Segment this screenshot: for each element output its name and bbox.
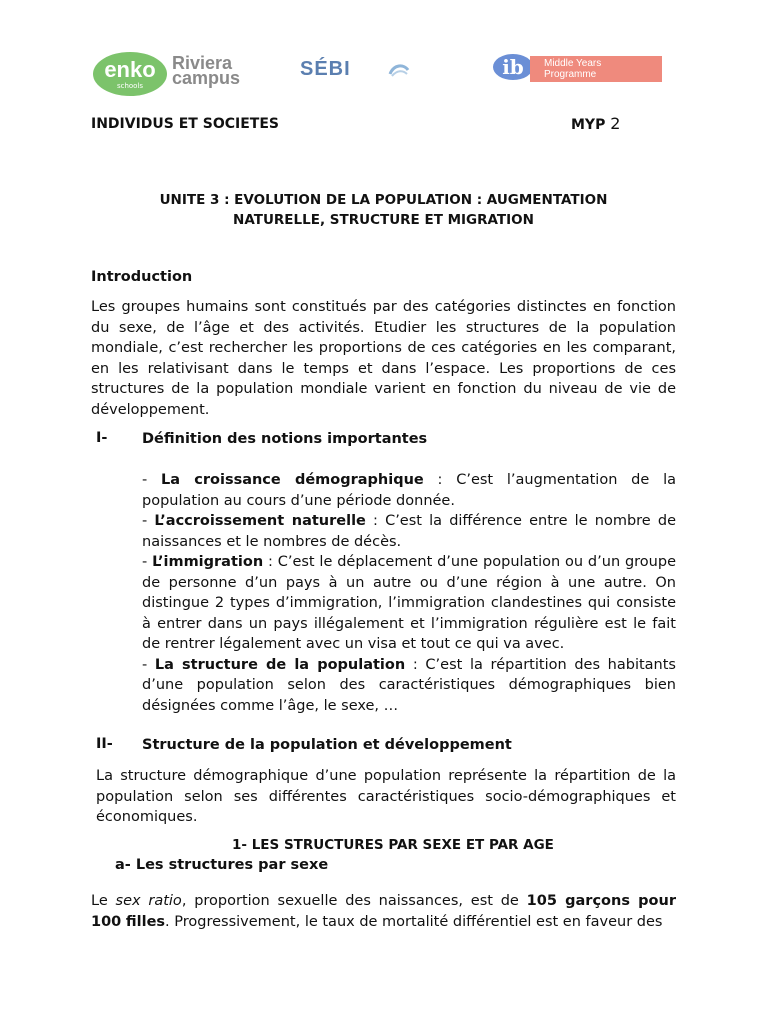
riviera-line2: campus	[172, 68, 241, 88]
sex-ratio-mid: , proportion sexuelle des naissances, est de	[181, 893, 527, 909]
logo-header	[60, 44, 708, 104]
enko-logo-sub: schools	[116, 82, 144, 90]
introduction-heading: Introduction	[91, 269, 193, 285]
definition-term: La croissance démographique	[161, 472, 424, 488]
definition-item	[142, 655, 676, 717]
subsection-1-title: 1- LES STRUCTURES PAR SEXE ET PAR AGE	[232, 837, 554, 853]
definition-text: : C’est le déplacement d’une population ou d’un groupe de personne d’un pays à un autre ou d’une région à une autre. On distingue 2 types d’immigration, l’immigration clandestines qui consiste à entrer dans un pays illégalement et l’immigration régulière est le fait de rentrer légalement avec un visa et tout ce qui va avec.	[142, 554, 676, 652]
definition-dash: -	[142, 656, 155, 673]
definition-text: : C’est la différence entre le nombre de naissances et le nombres de décès.	[142, 513, 676, 550]
sex-ratio-end: . Progressivement, le taux de mortalité différentiel est en faveur des	[165, 913, 663, 930]
sebi-swirl-icon	[388, 62, 410, 78]
definition-item	[142, 552, 676, 655]
myp-line1: Middle Years	[544, 58, 602, 69]
sebi-logo: SÉBI	[300, 58, 351, 80]
definition-dash: -	[142, 472, 162, 488]
ib-logo: ib	[493, 54, 533, 80]
myp-level-label: MYP	[571, 117, 606, 133]
definition-item	[142, 470, 676, 511]
definition-text: : C’est l’augmentation de la population au cours d’une période donnée.	[142, 472, 676, 509]
enko-schools-logo	[93, 52, 167, 96]
riviera-campus-logo	[172, 53, 241, 88]
section1-title: Définition des notions importantes	[142, 431, 428, 447]
definitions-list	[142, 470, 676, 716]
enko-logo-word: enko	[104, 57, 156, 82]
subject-title: INDIVIDUS ET SOCIETES	[91, 116, 279, 132]
definition-dash: -	[142, 554, 153, 570]
sex-ratio-value: 105 garçons pour 100	[91, 893, 676, 930]
definition-dash: -	[142, 513, 155, 529]
sex-ratio-le: Le	[91, 893, 116, 909]
myp-programme-logo	[530, 56, 662, 82]
sex-ratio-term: sex ratio	[115, 893, 182, 909]
section2-paragraph: La structure démographique d’une population représente la répartition de la population selon ses différentes caractéristiques socio-démographiques et économiques.	[96, 768, 676, 825]
definition-item	[142, 511, 676, 552]
riviera-line1: Riviera	[172, 53, 233, 73]
definition-term: L’accroissement naturelle	[154, 513, 366, 529]
section2-title: Structure de la population et développement	[142, 737, 512, 753]
myp-level-number: 2	[610, 114, 621, 133]
myp-line2: Programme	[544, 69, 597, 80]
unit-title-line1: UNITE 3 : EVOLUTION DE LA POPULATION : AUGMENTATION	[159, 192, 608, 208]
unit-title	[91, 190, 676, 230]
sex-ratio-paragraph	[91, 891, 676, 932]
unit-title-line2: NATURELLE, STRUCTURE ET MIGRATION	[233, 212, 534, 228]
section1-number: I-	[96, 430, 108, 446]
subsection-1a-title: a- Les structures par sexe	[115, 857, 329, 873]
definition-term: La structure de la population	[154, 656, 406, 673]
section2-number: II-	[96, 736, 113, 752]
definition-text: : C’est la répartition des habitants d’une population selon des caractéristiques démographiques bien désignées comme l’âge, le sexe, …	[142, 656, 676, 714]
definition-term: L’immigration	[152, 554, 264, 570]
myp-level	[571, 114, 620, 136]
sex-ratio-value-end: filles	[125, 913, 166, 930]
introduction-paragraph: Les groupes humains sont constitués par des catégories distinctes en fonction du sexe, de l’âge et des activités. Etudier les structures de la population mondiale, c’est rechercher les proportions de ces catégories en les comparant, en les relativisant dans le temps et dans l’espace. Les proportions de ces structures de la population mondiale varient en fonction du niveau de vie de développement.	[91, 299, 676, 418]
